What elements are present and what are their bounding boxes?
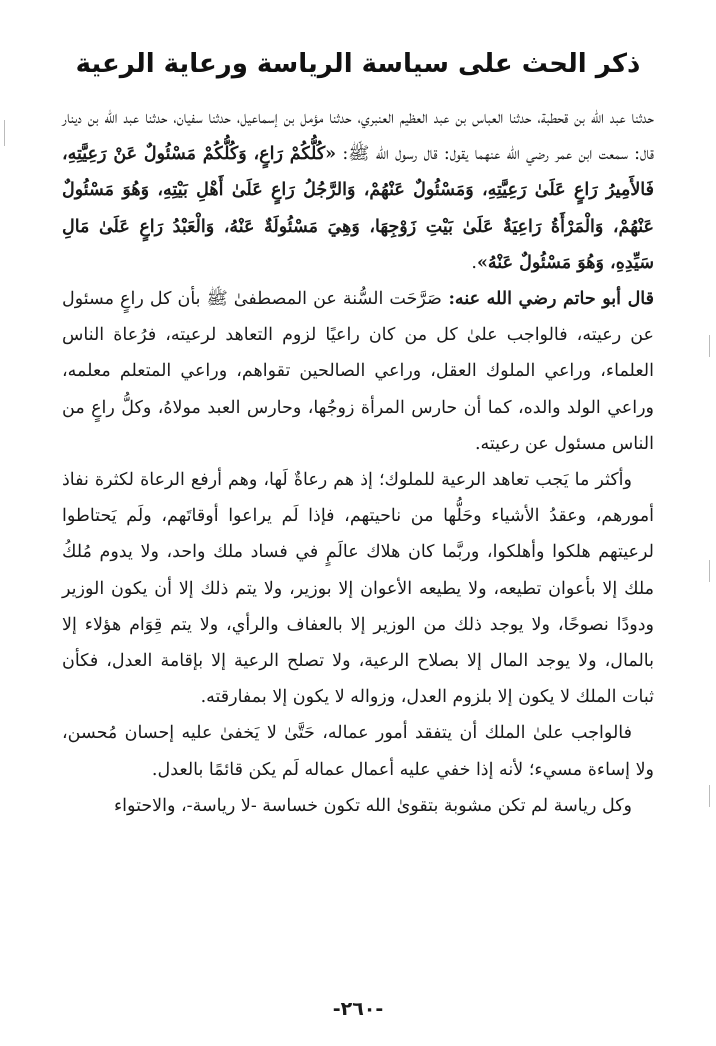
commentary-text: صَرَّحَت السُّنة عن المصطفىٰ ﷺ بأن كل راعٍ مسئول عن رعيته، فالواجب علىٰ كل من كان راعيًا لزوم التعاهد لرعيته، فرُعاة الناس العلماء، وراعي الملوك العقل، وراعي الصالحين تقواهم، وراعي المتعلم معلمه، وراعي الولد والده، كما أن حارس المرأة زوجُها، وحارس العبد مولاهُ، وكلُّ راعٍ من الناس مسئول عن رعيته.: [62, 289, 654, 454]
hadith-text: «كُلُّكُمْ رَاعٍ، وَكُلُّكُمْ مَسْئُولٌ عَنْ رَعِيَّتِهِ، فَالأَمِيرُ رَاعٍ عَلَىٰ رَعِيَّتِهِ، وَمَسْئُولٌ عَنْهُمْ، وَالرَّجُلُ رَاعٍ عَلَىٰ أَهْلِ بَيْتِهِ، وَهُوَ مَسْئُولٌ عَنْهُمْ، وَالْمَرْأَةُ رَاعِيَةٌ عَلَىٰ بَيْتِ زَوْجِهَا، وَهِيَ مَسْئُولَةٌ عَنْهُ، وَالْعَبْدُ رَاعٍ عَلَىٰ مَالِ سَيِّدِهِ، وَهُوَ مَسْئُولٌ عَنْهُ»: [62, 144, 654, 273]
hadith-end-punctuation: .: [471, 252, 477, 273]
margin-mark: [709, 560, 710, 582]
margin-mark: [4, 120, 5, 146]
isnad-chain: حدثنا عبد الله بن قحطبة، حدثنا العباس بن عبد العظيم العنبري، حدثنا مؤمل بن إسماعيل، حدثنا سفيان، حدثنا عبد الله بن دينار قال: سمعت ابن عمر رضي الله عنهما يقول: قال رسول الله ﷺ:: [62, 108, 654, 165]
paragraph-kings-duty: وأكثر ما يَجب تعاهد الرعية للملوك؛ إذ هم رعاةٌ لَها، وهم أرفع الرعاة لكثرة نفاذ أمورهم، وعقدُ الأشياء وحَلُّها من ناحيتهم، فإذا لَم يراعوا أوقاتَهم، ولَم يَحتاطوا لرعيتهم هلكوا وأهلكوا، وربَّما كان هلاك عالَمٍ في فساد ملك واحد، ولا يدوم مُلكُ ملك إلا بأعوان تطيعه، ولا يطيعه الأعوان إلا بوزير، ولا يتم ذلك إلا أن يكون الوزير ودودًا نصوحًا، ولا يوجد ذلك من الوزير إلا بالعفاف والرأي، ولا يتم قِوَام هؤلاء إلا بالمال، ولا يوجد المال إلا بصلاح الرعية، ولا تصلح الرعية إلا بإقامة العدل، فكأن ثبات الملك لا يكون إلا بلزوم العدل، وزواله لا يكون إلا بمفارقته.: [62, 470, 654, 708]
speaker-name: قال أبو حاتم رضي الله عنه:: [441, 289, 654, 310]
margin-mark: [709, 335, 710, 357]
paragraph-hadith-narration: [62, 100, 654, 281]
page-body: [62, 100, 654, 824]
paragraph-oversight: فالواجب علىٰ الملك أن يتفقد أمور عماله، حَتَّىٰ لا يَخفىٰ عليه إحسان مُحسن، ولا إساءة مسيء؛ لأنه إذا خفي عليه أعمال عماله لَم يكن قائمًا بالعدل.: [62, 723, 654, 780]
margin-mark: [709, 785, 710, 807]
paragraph-abu-hatim-commentary: [62, 281, 654, 462]
chapter-title: ذكر الحث على سياسة الرياسة ورعاية الرعية: [75, 49, 641, 79]
paragraph-leadership: وكل رياسة لم تكن مشوبة بتقوىٰ الله تكون خساسة -لا رياسة-، والاحتواء: [113, 795, 632, 816]
page-number: -٢٦٠-: [332, 998, 384, 1020]
